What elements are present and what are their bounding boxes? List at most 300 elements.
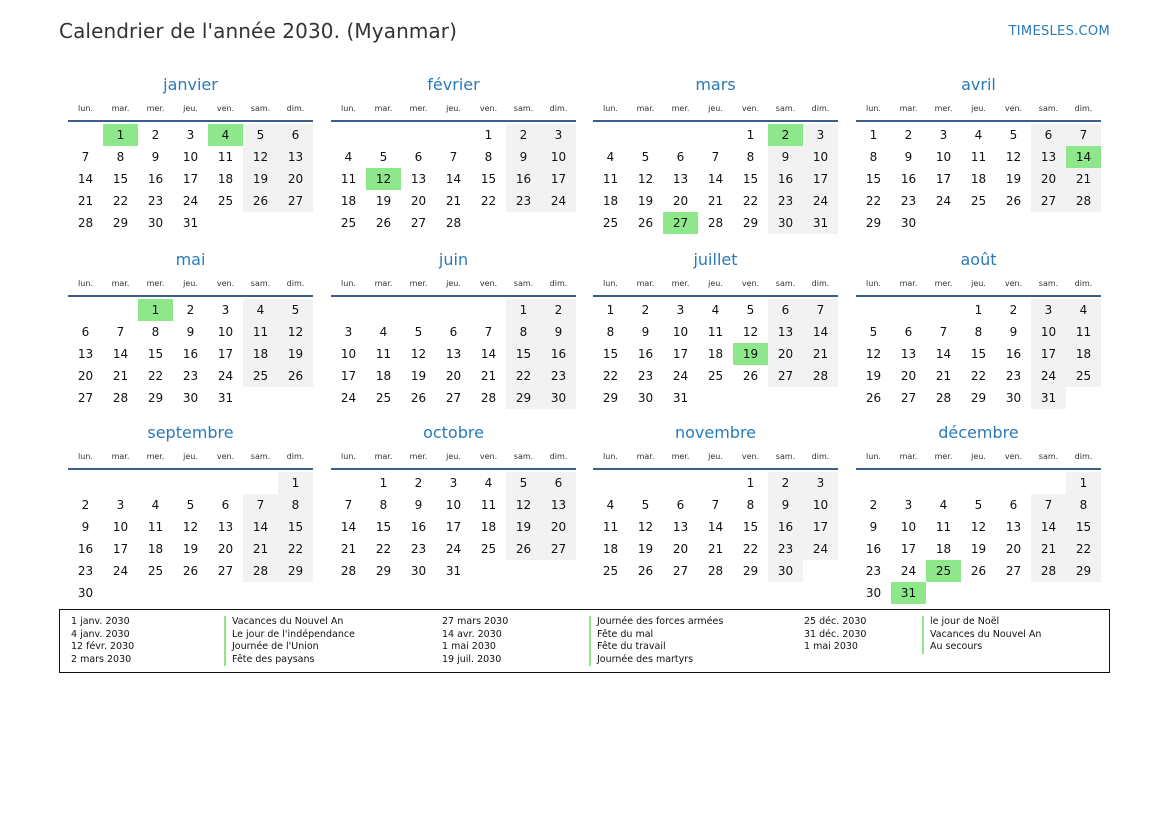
day-cell: 8 — [746, 150, 755, 164]
day-cell: 9 — [541, 321, 576, 343]
day-cell: 17 — [900, 542, 917, 556]
day-cell: 12 — [243, 146, 278, 168]
day-cell: 18 — [147, 542, 164, 556]
day-cell: 28 — [480, 391, 497, 405]
weekday-header: ven. — [479, 104, 498, 113]
weekday-header: ven. — [216, 279, 235, 288]
holiday-day-cell: 2 — [768, 124, 803, 146]
day-cell: 10 — [217, 325, 234, 339]
day-cell: 3 — [939, 128, 948, 142]
weekday-header: sam. — [250, 452, 271, 461]
day-cell: 6 — [449, 325, 458, 339]
weekday-header: mer. — [409, 104, 428, 113]
day-cell: 11 — [375, 347, 392, 361]
day-cell: 10 — [340, 347, 357, 361]
day-cell: 23 — [637, 369, 654, 383]
weekday-header: mer. — [671, 452, 690, 461]
month-5 — [68, 250, 313, 410]
day-cell: 23 — [182, 369, 199, 383]
day-cell: 19 — [375, 194, 392, 208]
holiday-day-cell: 19 — [733, 343, 768, 365]
day-cell: 24 — [803, 538, 838, 560]
day-cell: 2 — [1009, 303, 1018, 317]
day-cell: 2 — [81, 498, 90, 512]
month-name: juin — [438, 250, 469, 269]
day-cell: 7 — [939, 325, 948, 339]
weekday-header: lun. — [603, 452, 618, 461]
day-cell: 11 — [1066, 321, 1101, 343]
day-cell: 10 — [900, 520, 917, 534]
day-cell: 19 — [637, 194, 654, 208]
day-cell: 9 — [81, 520, 90, 534]
weekday-header: mer. — [671, 279, 690, 288]
day-cell: 22 — [112, 194, 129, 208]
weekday-header: ven. — [216, 104, 235, 113]
day-cell: 18 — [340, 194, 357, 208]
day-cell: 27 — [410, 216, 427, 230]
weekday-header: dim. — [811, 452, 830, 461]
day-cell: 5 — [641, 498, 650, 512]
day-cell: 25 — [1066, 365, 1101, 387]
day-cell: 2 — [541, 299, 576, 321]
day-cell: 1 — [974, 303, 983, 317]
day-cell: 17 — [217, 347, 234, 361]
day-cell: 14 — [480, 347, 497, 361]
legend-date-column — [804, 616, 866, 654]
day-cell: 30 — [768, 212, 803, 234]
day-cell: 26 — [278, 365, 313, 387]
day-cell: 10 — [1031, 321, 1066, 343]
legend-date: 1 mai 2030 — [804, 641, 858, 653]
day-cell: 26 — [506, 538, 541, 560]
day-cell: 9 — [151, 150, 160, 164]
day-cell: 2 — [904, 128, 913, 142]
day-cell: 16 — [182, 347, 199, 361]
weekday-header: ven. — [479, 279, 498, 288]
day-cell: 8 — [1066, 494, 1101, 516]
day-cell: 2 — [869, 498, 878, 512]
day-cell: 10 — [541, 146, 576, 168]
weekday-header: jeu. — [708, 279, 723, 288]
day-cell: 20 — [217, 542, 234, 556]
day-cell: 22 — [506, 365, 541, 387]
day-cell: 14 — [445, 172, 462, 186]
day-cell: 26 — [637, 564, 654, 578]
day-cell: 14 — [1031, 516, 1066, 538]
day-cell: 1 — [379, 476, 388, 490]
day-cell: 28 — [935, 391, 952, 405]
weekday-header: mar. — [111, 279, 130, 288]
day-cell: 31 — [803, 212, 838, 234]
site-link[interactable]: TIMESLES.COM — [1008, 24, 1110, 39]
weekday-header: mar. — [374, 279, 393, 288]
day-cell: 11 — [707, 325, 724, 339]
month-9 — [68, 423, 313, 600]
day-cell: 11 — [602, 520, 619, 534]
day-cell: 26 — [637, 216, 654, 230]
legend-holiday-name: Au secours — [922, 641, 1041, 654]
day-cell: 14 — [707, 172, 724, 186]
day-cell: 24 — [541, 190, 576, 212]
day-cell: 28 — [707, 564, 724, 578]
day-cell: 9 — [641, 325, 650, 339]
day-cell: 30 — [1005, 391, 1022, 405]
day-cell: 27 — [1031, 190, 1066, 212]
day-cell: 8 — [869, 150, 878, 164]
day-cell: 29 — [375, 564, 392, 578]
day-cell: 2 — [414, 476, 423, 490]
month-name: janvier — [163, 75, 218, 94]
weekday-header: dim. — [286, 279, 305, 288]
day-cell: 11 — [243, 321, 278, 343]
day-cell: 7 — [711, 498, 720, 512]
weekday-header: sam. — [1038, 104, 1059, 113]
day-cell: 17 — [935, 172, 952, 186]
day-cell: 11 — [970, 150, 987, 164]
legend-date: 19 juil. 2030 — [442, 653, 502, 665]
day-cell: 13 — [672, 520, 689, 534]
day-cell: 24 — [803, 190, 838, 212]
day-cell: 19 — [278, 343, 313, 365]
holiday-day-cell: 4 — [208, 124, 243, 146]
day-cell: 14 — [340, 520, 357, 534]
day-cell: 3 — [221, 303, 230, 317]
day-cell: 30 — [147, 216, 164, 230]
weekday-header: jeu. — [446, 279, 461, 288]
day-cell: 9 — [768, 494, 803, 516]
day-cell: 24 — [182, 194, 199, 208]
day-cell: 16 — [147, 172, 164, 186]
month-name: mai — [175, 250, 206, 269]
day-cell: 27 — [672, 564, 689, 578]
day-cell: 24 — [340, 391, 357, 405]
weekday-header: jeu. — [183, 279, 198, 288]
header-rule — [856, 295, 1101, 297]
month-4 — [856, 75, 1101, 235]
weekday-header: dim. — [286, 452, 305, 461]
day-cell: 28 — [1031, 560, 1066, 582]
day-cell: 25 — [243, 365, 278, 387]
weekday-header: mar. — [899, 452, 918, 461]
day-cell: 1 — [869, 128, 878, 142]
day-cell: 9 — [186, 325, 195, 339]
day-cell: 29 — [1066, 560, 1101, 582]
day-cell: 3 — [116, 498, 125, 512]
day-cell: 29 — [742, 564, 759, 578]
day-cell: 10 — [935, 150, 952, 164]
day-cell: 4 — [379, 325, 388, 339]
day-cell: 22 — [278, 538, 313, 560]
day-cell: 26 — [410, 391, 427, 405]
header-rule — [856, 120, 1101, 122]
day-cell: 28 — [445, 216, 462, 230]
weekday-header: mer. — [409, 279, 428, 288]
day-cell: 30 — [637, 391, 654, 405]
weekday-header: jeu. — [446, 104, 461, 113]
day-cell: 7 — [449, 150, 458, 164]
day-cell: 29 — [742, 216, 759, 230]
day-cell: 27 — [1005, 564, 1022, 578]
day-cell: 4 — [1066, 299, 1101, 321]
day-cell: 17 — [112, 542, 129, 556]
weekday-header: mer. — [409, 452, 428, 461]
day-cell: 7 — [1031, 494, 1066, 516]
weekday-header: mer. — [146, 452, 165, 461]
legend-holiday-name: Fête du mal — [589, 629, 723, 642]
weekday-header: lun. — [78, 279, 93, 288]
day-cell: 11 — [602, 172, 619, 186]
header-rule — [593, 468, 838, 470]
day-cell: 10 — [672, 325, 689, 339]
month-name: février — [427, 75, 480, 94]
day-cell: 21 — [803, 343, 838, 365]
day-cell: 22 — [865, 194, 882, 208]
day-cell: 3 — [904, 498, 913, 512]
day-cell: 21 — [243, 538, 278, 560]
day-cell: 1 — [506, 299, 541, 321]
day-cell: 4 — [344, 150, 353, 164]
day-cell: 1 — [746, 128, 755, 142]
day-cell: 5 — [641, 150, 650, 164]
day-cell: 30 — [182, 391, 199, 405]
day-cell: 18 — [243, 343, 278, 365]
day-cell: 15 — [970, 347, 987, 361]
holiday-day-cell: 14 — [1066, 146, 1101, 168]
month-name: octobre — [423, 423, 484, 442]
day-cell: 7 — [344, 498, 353, 512]
weekday-header: sam. — [1038, 452, 1059, 461]
day-cell: 15 — [742, 520, 759, 534]
day-cell: 13 — [410, 172, 427, 186]
day-cell: 6 — [414, 150, 423, 164]
day-cell: 30 — [768, 560, 803, 582]
day-cell: 25 — [602, 564, 619, 578]
legend-date: 2 mars 2030 — [71, 653, 132, 665]
day-cell: 7 — [81, 150, 90, 164]
weekday-header: jeu. — [708, 452, 723, 461]
day-cell: 11 — [147, 520, 164, 534]
day-cell: 24 — [217, 369, 234, 383]
holiday-legend — [59, 609, 1110, 673]
day-cell: 10 — [803, 146, 838, 168]
weekday-header: dim. — [811, 104, 830, 113]
day-cell: 5 — [243, 124, 278, 146]
day-cell: 31 — [445, 564, 462, 578]
day-cell: 17 — [803, 168, 838, 190]
day-cell: 9 — [506, 146, 541, 168]
day-cell: 3 — [186, 128, 195, 142]
day-cell: 29 — [278, 560, 313, 582]
day-cell: 6 — [541, 472, 576, 494]
day-cell: 1 — [606, 303, 615, 317]
day-cell: 24 — [672, 369, 689, 383]
weekday-header: lun. — [341, 279, 356, 288]
page-title: Calendrier de l'année 2030. (Myanmar) — [59, 19, 458, 43]
day-cell: 22 — [375, 542, 392, 556]
day-cell: 30 — [77, 586, 94, 600]
day-cell: 12 — [506, 494, 541, 516]
legend-date: 25 déc. 2030 — [804, 616, 867, 627]
day-cell: 21 — [112, 369, 129, 383]
day-cell: 4 — [151, 498, 160, 512]
day-cell: 17 — [340, 369, 357, 383]
day-cell: 17 — [1031, 343, 1066, 365]
day-cell: 3 — [344, 325, 353, 339]
day-cell: 3 — [803, 124, 838, 146]
weekday-header: sam. — [1038, 279, 1059, 288]
legend-holiday-name: Journée des martyrs — [589, 654, 723, 667]
day-cell: 5 — [379, 150, 388, 164]
legend-holiday-name: Journée des forces armées — [589, 616, 723, 629]
day-cell: 24 — [112, 564, 129, 578]
day-cell: 28 — [1066, 190, 1101, 212]
day-cell: 12 — [865, 347, 882, 361]
day-cell: 15 — [278, 516, 313, 538]
day-cell: 24 — [1031, 365, 1066, 387]
day-cell: 21 — [935, 369, 952, 383]
weekday-header: ven. — [741, 452, 760, 461]
day-cell: 16 — [637, 347, 654, 361]
month-3 — [593, 75, 838, 235]
day-cell: 8 — [506, 321, 541, 343]
day-cell: 5 — [414, 325, 423, 339]
day-cell: 14 — [112, 347, 129, 361]
legend-holiday-name: Vacances du Nouvel An — [922, 629, 1041, 642]
header-rule — [331, 120, 576, 122]
header-rule — [331, 295, 576, 297]
weekday-header: lun. — [866, 104, 881, 113]
day-cell: 29 — [602, 391, 619, 405]
weekday-header: dim. — [549, 452, 568, 461]
legend-date: 14 avr. 2030 — [442, 628, 502, 640]
legend-name-column — [922, 616, 1041, 654]
day-cell: 23 — [77, 564, 94, 578]
weekday-header: lun. — [341, 452, 356, 461]
day-cell: 13 — [900, 347, 917, 361]
day-cell: 27 — [768, 365, 803, 387]
day-cell: 19 — [970, 542, 987, 556]
day-cell: 6 — [904, 325, 913, 339]
day-cell: 6 — [81, 325, 90, 339]
day-cell: 5 — [506, 472, 541, 494]
day-cell: 23 — [506, 190, 541, 212]
weekday-header: mer. — [934, 279, 953, 288]
day-cell: 15 — [147, 347, 164, 361]
day-cell: 29 — [970, 391, 987, 405]
day-cell: 24 — [900, 564, 917, 578]
day-cell: 7 — [803, 299, 838, 321]
day-cell: 16 — [506, 168, 541, 190]
day-cell: 7 — [1066, 124, 1101, 146]
weekday-header: mar. — [374, 452, 393, 461]
legend-date: 12 févr. 2030 — [71, 641, 135, 653]
day-cell: 28 — [803, 365, 838, 387]
legend-date-column — [71, 616, 134, 666]
day-cell: 25 — [375, 391, 392, 405]
weekday-header: mer. — [671, 104, 690, 113]
legend-date: 1 janv. 2030 — [71, 616, 130, 627]
day-cell: 9 — [869, 520, 878, 534]
day-cell: 10 — [803, 494, 838, 516]
day-cell: 18 — [602, 542, 619, 556]
weekday-header: mar. — [899, 279, 918, 288]
weekday-header: dim. — [549, 279, 568, 288]
day-cell: 3 — [449, 476, 458, 490]
day-cell: 30 — [541, 387, 576, 409]
weekday-header: dim. — [1074, 279, 1093, 288]
day-cell: 4 — [711, 303, 720, 317]
weekday-header: sam. — [513, 279, 534, 288]
month-name: août — [960, 250, 997, 269]
day-cell: 18 — [217, 172, 234, 186]
weekday-header: lun. — [866, 279, 881, 288]
day-cell: 5 — [278, 299, 313, 321]
day-cell: 28 — [77, 216, 94, 230]
weekday-header: mar. — [636, 104, 655, 113]
legend-holiday-name: Le jour de l'indépendance — [224, 629, 355, 642]
day-cell: 20 — [1005, 542, 1022, 556]
day-cell: 22 — [970, 369, 987, 383]
day-cell: 28 — [112, 391, 129, 405]
weekday-header: dim. — [1074, 104, 1093, 113]
month-7 — [593, 250, 838, 410]
day-cell: 2 — [641, 303, 650, 317]
month-name: décembre — [938, 423, 1019, 442]
day-cell: 17 — [182, 172, 199, 186]
day-cell: 21 — [445, 194, 462, 208]
day-cell: 25 — [970, 194, 987, 208]
day-cell: 12 — [637, 172, 654, 186]
header-rule — [68, 120, 313, 122]
weekday-header: ven. — [1004, 104, 1023, 113]
day-cell: 4 — [939, 498, 948, 512]
day-cell: 26 — [742, 369, 759, 383]
day-cell: 16 — [1005, 347, 1022, 361]
day-cell: 24 — [935, 194, 952, 208]
month-12 — [856, 423, 1101, 600]
day-cell: 11 — [480, 498, 497, 512]
day-cell: 23 — [1005, 369, 1022, 383]
day-cell: 15 — [602, 347, 619, 361]
weekday-header: dim. — [549, 104, 568, 113]
day-cell: 23 — [410, 542, 427, 556]
day-cell: 23 — [900, 194, 917, 208]
month-11 — [593, 423, 838, 583]
day-cell: 22 — [147, 369, 164, 383]
day-cell: 12 — [410, 347, 427, 361]
day-cell: 27 — [541, 538, 576, 560]
day-cell: 21 — [707, 542, 724, 556]
legend-holiday-name: Fête du travail — [589, 641, 723, 654]
month-1 — [68, 75, 313, 235]
day-cell: 4 — [606, 150, 615, 164]
day-cell: 14 — [935, 347, 952, 361]
weekday-header: dim. — [286, 104, 305, 113]
day-cell: 31 — [182, 216, 199, 230]
day-cell: 1 — [1066, 472, 1101, 494]
weekday-header: ven. — [741, 104, 760, 113]
day-cell: 21 — [480, 369, 497, 383]
day-cell: 17 — [803, 516, 838, 538]
legend-holiday-name: Journée de l'Union — [224, 641, 355, 654]
day-cell: 5 — [1009, 128, 1018, 142]
day-cell: 23 — [768, 190, 803, 212]
day-cell: 22 — [742, 542, 759, 556]
legend-date: 31 déc. 2030 — [804, 628, 867, 640]
day-cell: 8 — [484, 150, 493, 164]
holiday-day-cell: 1 — [138, 299, 173, 321]
header-rule — [856, 468, 1101, 470]
